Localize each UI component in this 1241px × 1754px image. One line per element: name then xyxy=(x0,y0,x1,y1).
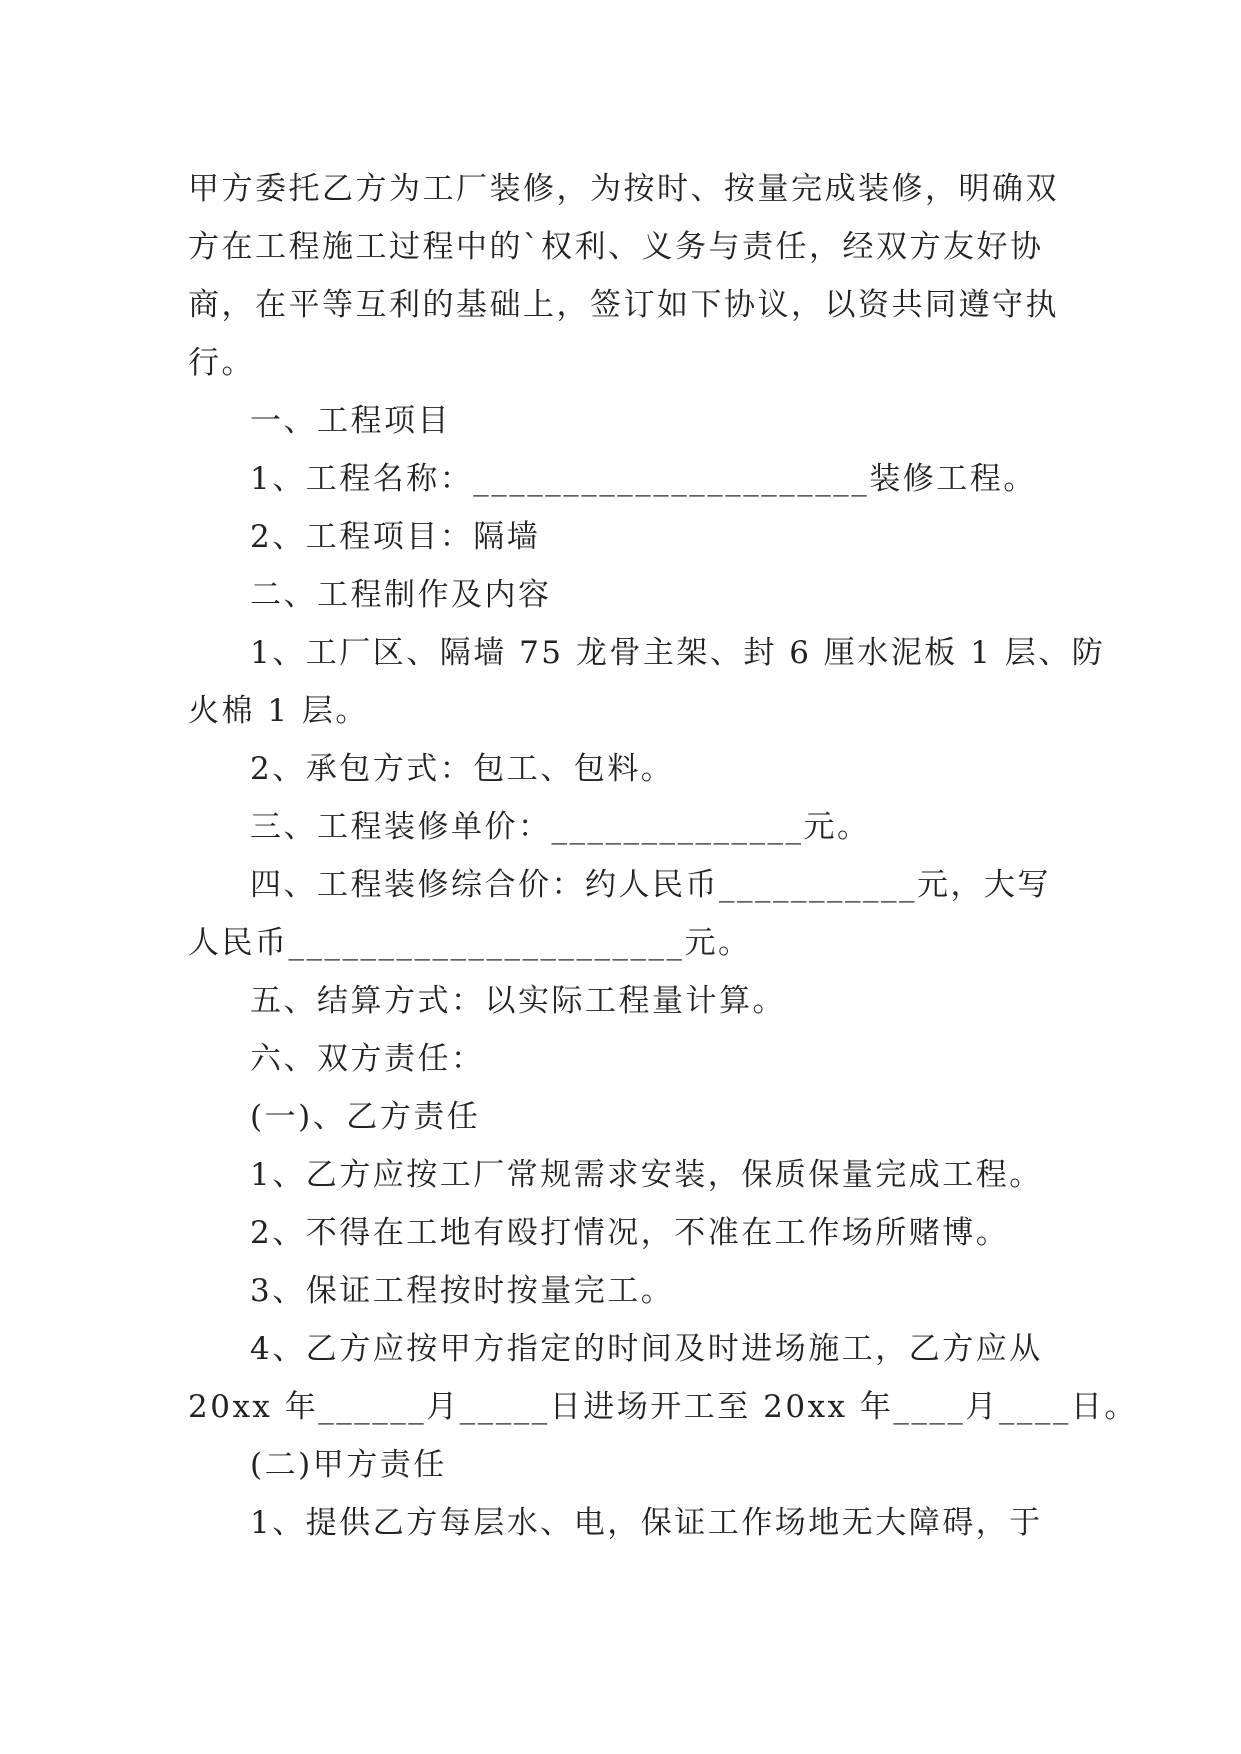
clause-line: 2、不得在工地有殴打情况，不准在工作场所赌博。 xyxy=(250,1215,1010,1251)
subsection-heading-party-a: (二)甲方责任 xyxy=(250,1447,447,1483)
clause-line: 2、承包方式：包工、包料。 xyxy=(250,751,675,787)
section-heading-settlement: 五、结算方式：以实际工程量计算。 xyxy=(250,983,786,1019)
clause-line: 3、保证工程按时按量完工。 xyxy=(250,1273,675,1309)
clause-line: 2、工程项目：隔墙 xyxy=(250,519,541,555)
paragraph-line: 方在工程施工过程中的`权利、义务与责任，经双方友好协 xyxy=(188,229,1044,265)
clause-line: 人民币______________________元。 xyxy=(188,925,752,961)
clause-line: 1、工程名称：______________________装修工程。 xyxy=(250,461,1037,497)
clause-line: 1、乙方应按工厂常规需求安装，保质保量完成工程。 xyxy=(250,1157,1043,1193)
clause-line: 4、乙方应按甲方指定的时间及时进场施工，乙方应从 xyxy=(250,1331,1043,1367)
section-heading-total-price: 四、工程装修综合价：约人民币___________元，大写 xyxy=(250,867,1051,903)
section-heading-content: 二、工程制作及内容 xyxy=(250,577,552,613)
paragraph-line: 甲方委托乙方为工厂装修，为按时、按量完成装修，明确双 xyxy=(188,171,1059,207)
subsection-heading-party-b: (一)、乙方责任 xyxy=(250,1099,481,1135)
clause-line: 火棉 1 层。 xyxy=(188,693,369,729)
section-heading-responsibilities: 六、双方责任： xyxy=(250,1041,485,1077)
document-body xyxy=(188,160,1138,1552)
paragraph-line: 行。 xyxy=(188,345,255,381)
paragraph-line: 商，在平等互利的基础上，签订如下协议，以资共同遵守执 xyxy=(188,287,1059,323)
clause-line: 20xx 年______月_____日进场开工至 20xx 年____月____日。 xyxy=(188,1389,1138,1425)
clause-line: 1、提供乙方每层水、电，保证工作场地无大障碍，于 xyxy=(250,1505,1043,1541)
section-heading-project: 一、工程项目 xyxy=(250,403,451,439)
section-heading-unit-price: 三、工程装修单价：______________元。 xyxy=(250,809,871,845)
clause-line: 1、工厂区、隔墙 75 龙骨主架、封 6 厘水泥板 1 层、防 xyxy=(250,635,1106,671)
